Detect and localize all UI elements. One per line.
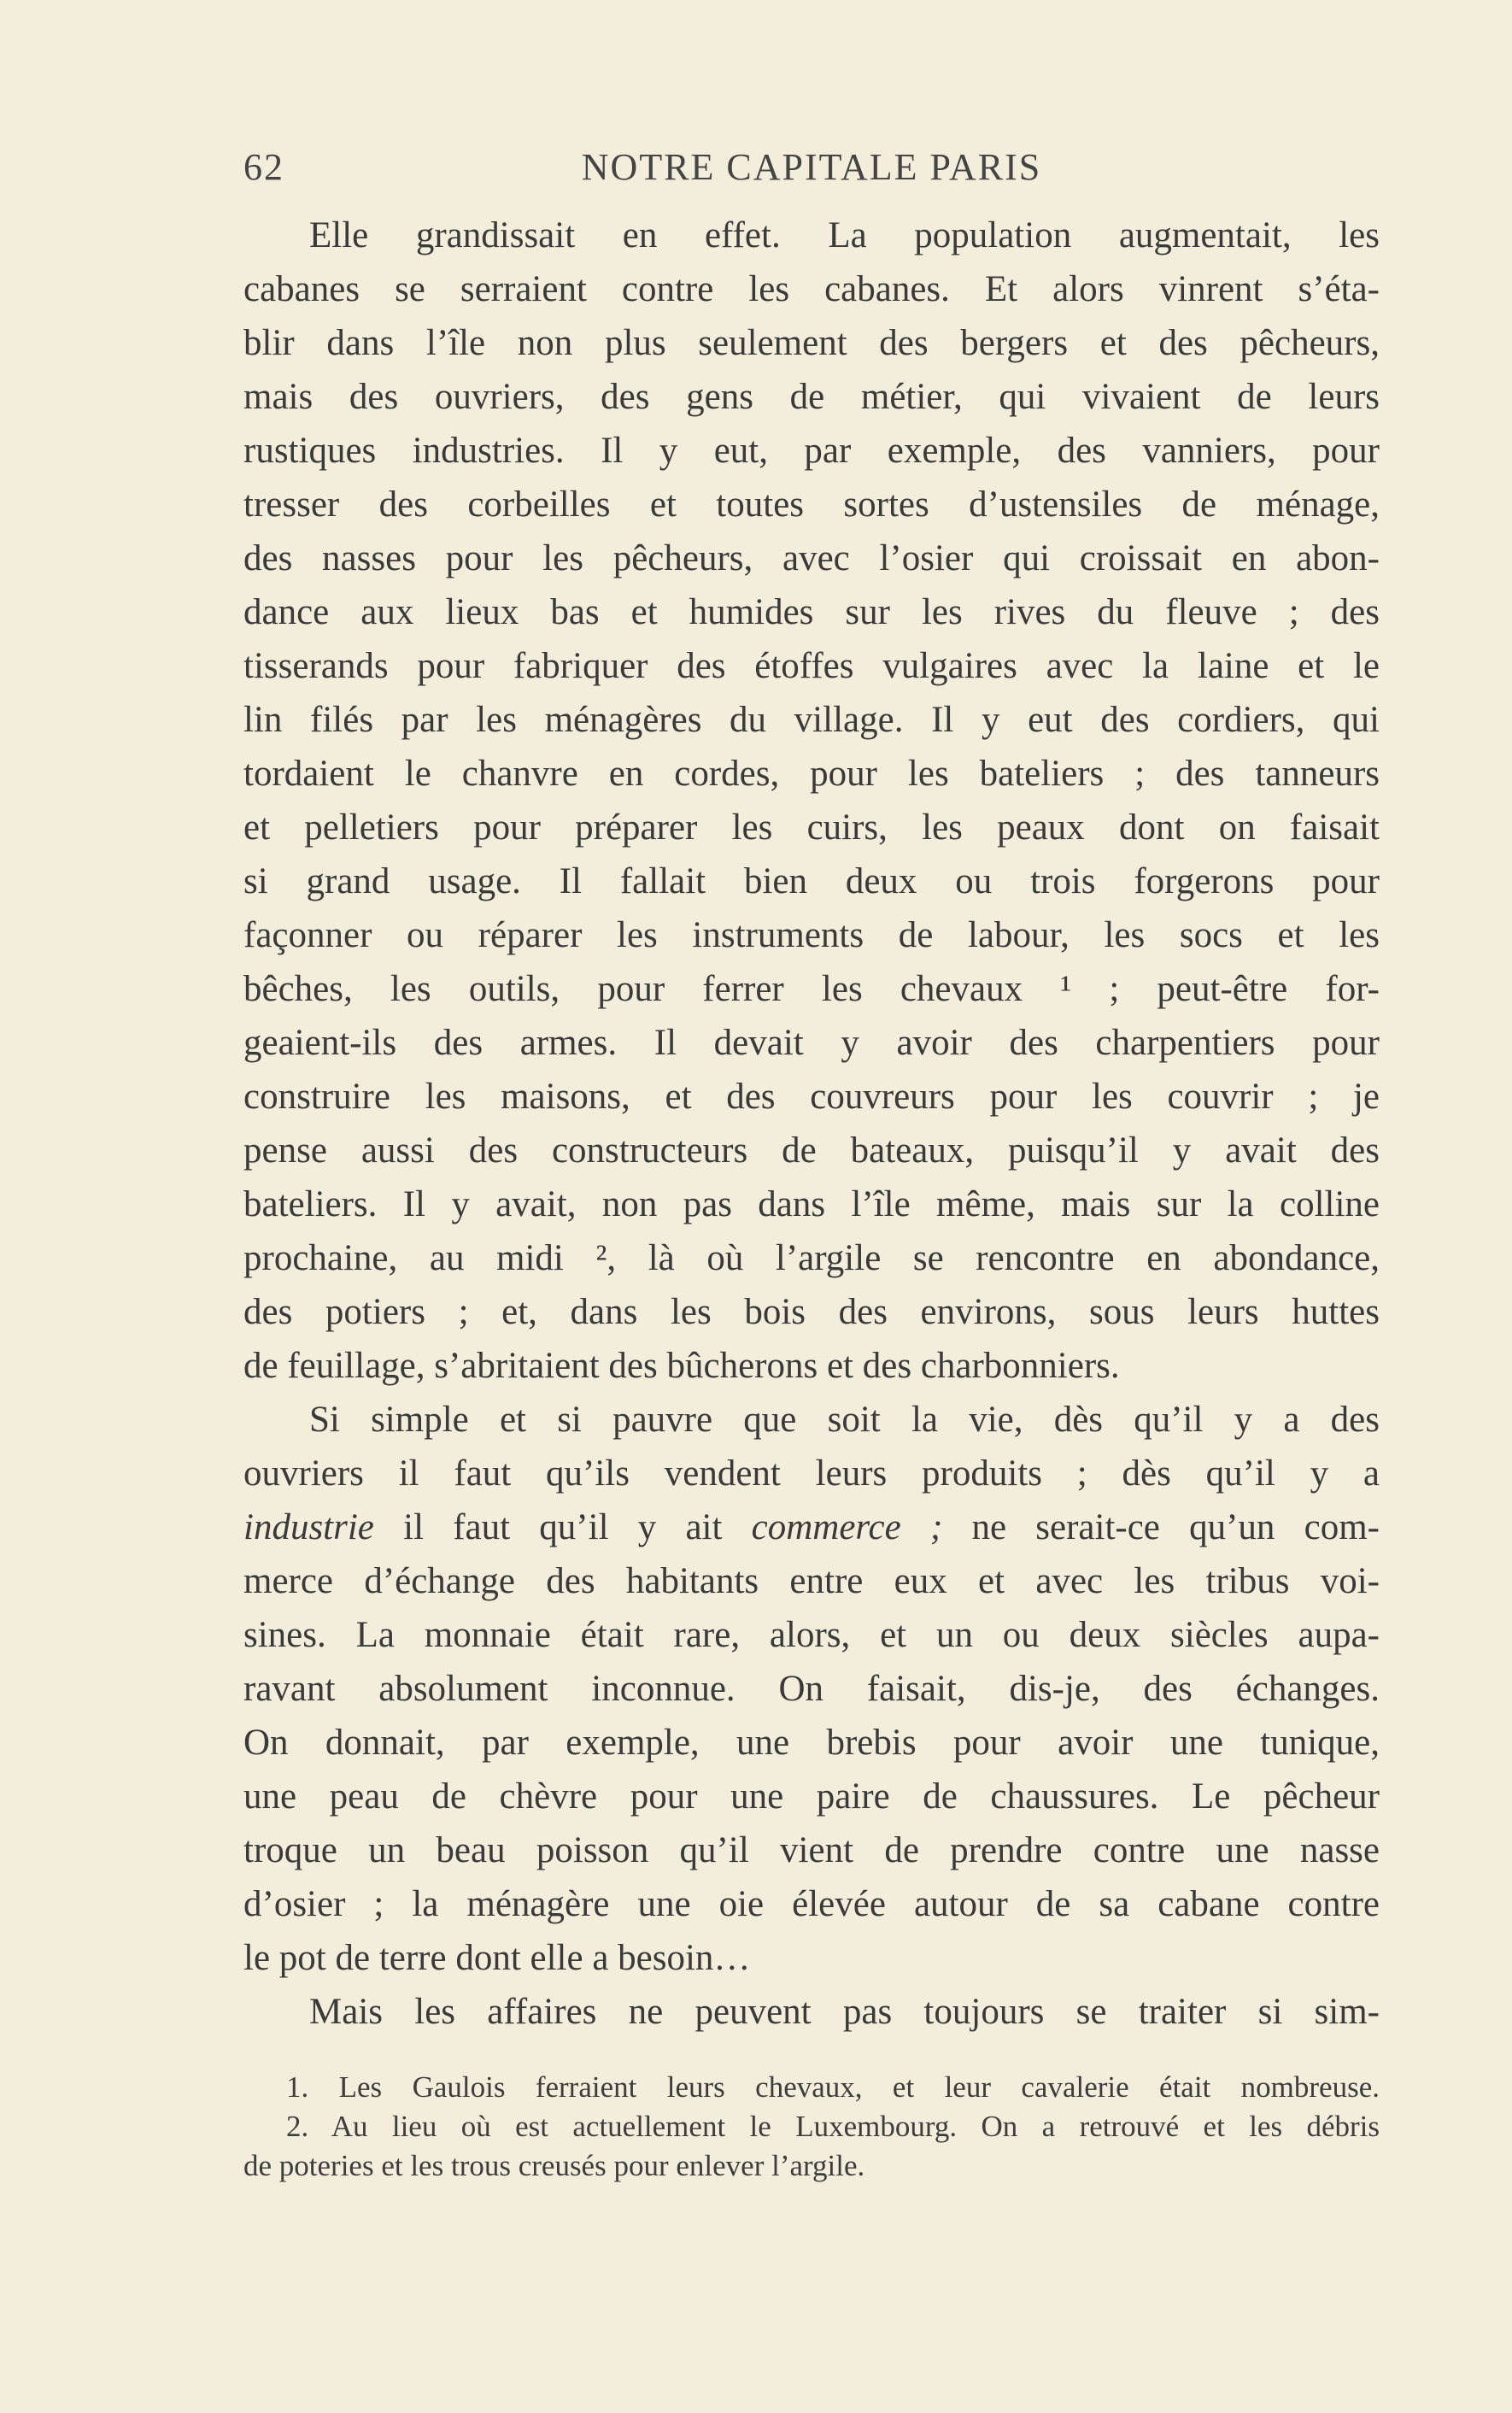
text-line: des potiers ; et, dans les bois des environs, sous leurs huttes bbox=[243, 1292, 1380, 1332]
text-fragment: ne serait-ce qu’un com- bbox=[942, 1507, 1380, 1547]
text-line: de feuillage, s’abritaient des bûcherons et des charbonniers. bbox=[243, 1346, 1120, 1386]
text-line: si grand usage. Il fallait bien deux ou trois forgerons pour bbox=[243, 861, 1380, 901]
text-line: tisserands pour fabriquer des étoffes vulgaires avec la laine et le bbox=[243, 646, 1380, 686]
text-line: le pot de terre dont elle a besoin… bbox=[243, 1938, 751, 1978]
footnotes bbox=[243, 2068, 1380, 2186]
footnote-2: 2. Au lieu où est actuellement le Luxembourg. On a retrouvé et les débris bbox=[286, 2110, 1380, 2143]
main-text bbox=[243, 208, 1380, 2039]
text-line: rustiques industries. Il y eut, par exemple, des vanniers, pour bbox=[243, 431, 1380, 471]
text-line: construire les maisons, et des couvreurs pour les couvrir ; je bbox=[243, 1077, 1380, 1117]
text-line: et pelletiers pour préparer les cuirs, les peaux dont on faisait bbox=[243, 807, 1380, 848]
italic-word-industrie: industrie bbox=[243, 1507, 374, 1547]
italic-word-commerce: commerce ; bbox=[751, 1507, 943, 1547]
text-line: prochaine, au midi ², là où l’argile se rencontre en abondance, bbox=[243, 1238, 1380, 1278]
text-line: blir dans l’île non plus seulement des bergers et des pêcheurs, bbox=[243, 323, 1380, 363]
text-line: mais des ouvriers, des gens de métier, qui vivaient de leurs bbox=[243, 377, 1380, 417]
text-line: ravant absolument inconnue. On faisait, dis-je, des échanges. bbox=[243, 1669, 1380, 1709]
text-line: On donnait, par exemple, une brebis pour avoir une tunique, bbox=[243, 1723, 1380, 1763]
text-line: merce d’échange des habitants entre eux et avec les tribus voi- bbox=[243, 1561, 1380, 1601]
page-header bbox=[243, 142, 1380, 193]
text-line: Elle grandissait en effet. La population augmentait, les bbox=[309, 215, 1380, 255]
footnote-1: 1. Les Gaulois ferraient leurs chevaux, et leur cavalerie était nombreuse. bbox=[286, 2070, 1380, 2104]
text-line: une peau de chèvre pour une paire de chaussures. Le pêcheur bbox=[243, 1776, 1380, 1817]
text-line: bêches, les outils, pour ferrer les chevaux ¹ ; peut-être for- bbox=[243, 969, 1380, 1009]
text-line: Mais les affaires ne peuvent pas toujours se traiter si sim- bbox=[309, 1992, 1380, 2032]
text-line: lin filés par les ménagères du village. Il y eut des cordiers, qui bbox=[243, 700, 1380, 740]
text-line: tresser des corbeilles et toutes sortes d’ustensiles de ménage, bbox=[243, 484, 1380, 525]
text-line: geaient-ils des armes. Il devait y avoir des charpentiers pour bbox=[243, 1023, 1380, 1063]
text-line: des nasses pour les pêcheurs, avec l’osier qui croissait en abon- bbox=[243, 538, 1380, 578]
text-line: cabanes se serraient contre les cabanes. Et alors vinrent s’éta- bbox=[243, 269, 1380, 309]
footnote-2-continued: de poteries et les trous creusés pour enlever l’argile. bbox=[243, 2149, 865, 2182]
text-line: d’osier ; la ménagère une oie élevée autour de sa cabane contre bbox=[243, 1884, 1380, 1924]
page-number: 62 bbox=[243, 146, 284, 188]
text-line: troque un beau poisson qu’il vient de prendre contre une nasse bbox=[243, 1830, 1380, 1870]
text-line: ouvriers il faut qu’ils vendent leurs produits ; dès qu’il y a bbox=[243, 1453, 1380, 1494]
text-line: tordaient le chanvre en cordes, pour les bateliers ; des tanneurs bbox=[243, 754, 1380, 794]
running-title: NOTRE CAPITALE PARIS bbox=[581, 146, 1042, 188]
text-line: sines. La monnaie était rare, alors, et un ou deux siècles aupa- bbox=[243, 1615, 1380, 1655]
text-line: Si simple et si pauvre que soit la vie, dès qu’il y a des bbox=[309, 1400, 1380, 1440]
text-fragment: il faut qu’il y ait bbox=[373, 1507, 752, 1547]
text-line-mixed bbox=[243, 1500, 1380, 1554]
text-line: bateliers. Il y avait, non pas dans l’île même, mais sur la colline bbox=[243, 1184, 1380, 1224]
text-line: pense aussi des constructeurs de bateaux, puisqu’il y avait des bbox=[243, 1130, 1380, 1171]
text-line: façonner ou réparer les instruments de labour, les socs et les bbox=[243, 915, 1380, 955]
text-line: dance aux lieux bas et humides sur les rives du fleuve ; des bbox=[243, 592, 1380, 632]
